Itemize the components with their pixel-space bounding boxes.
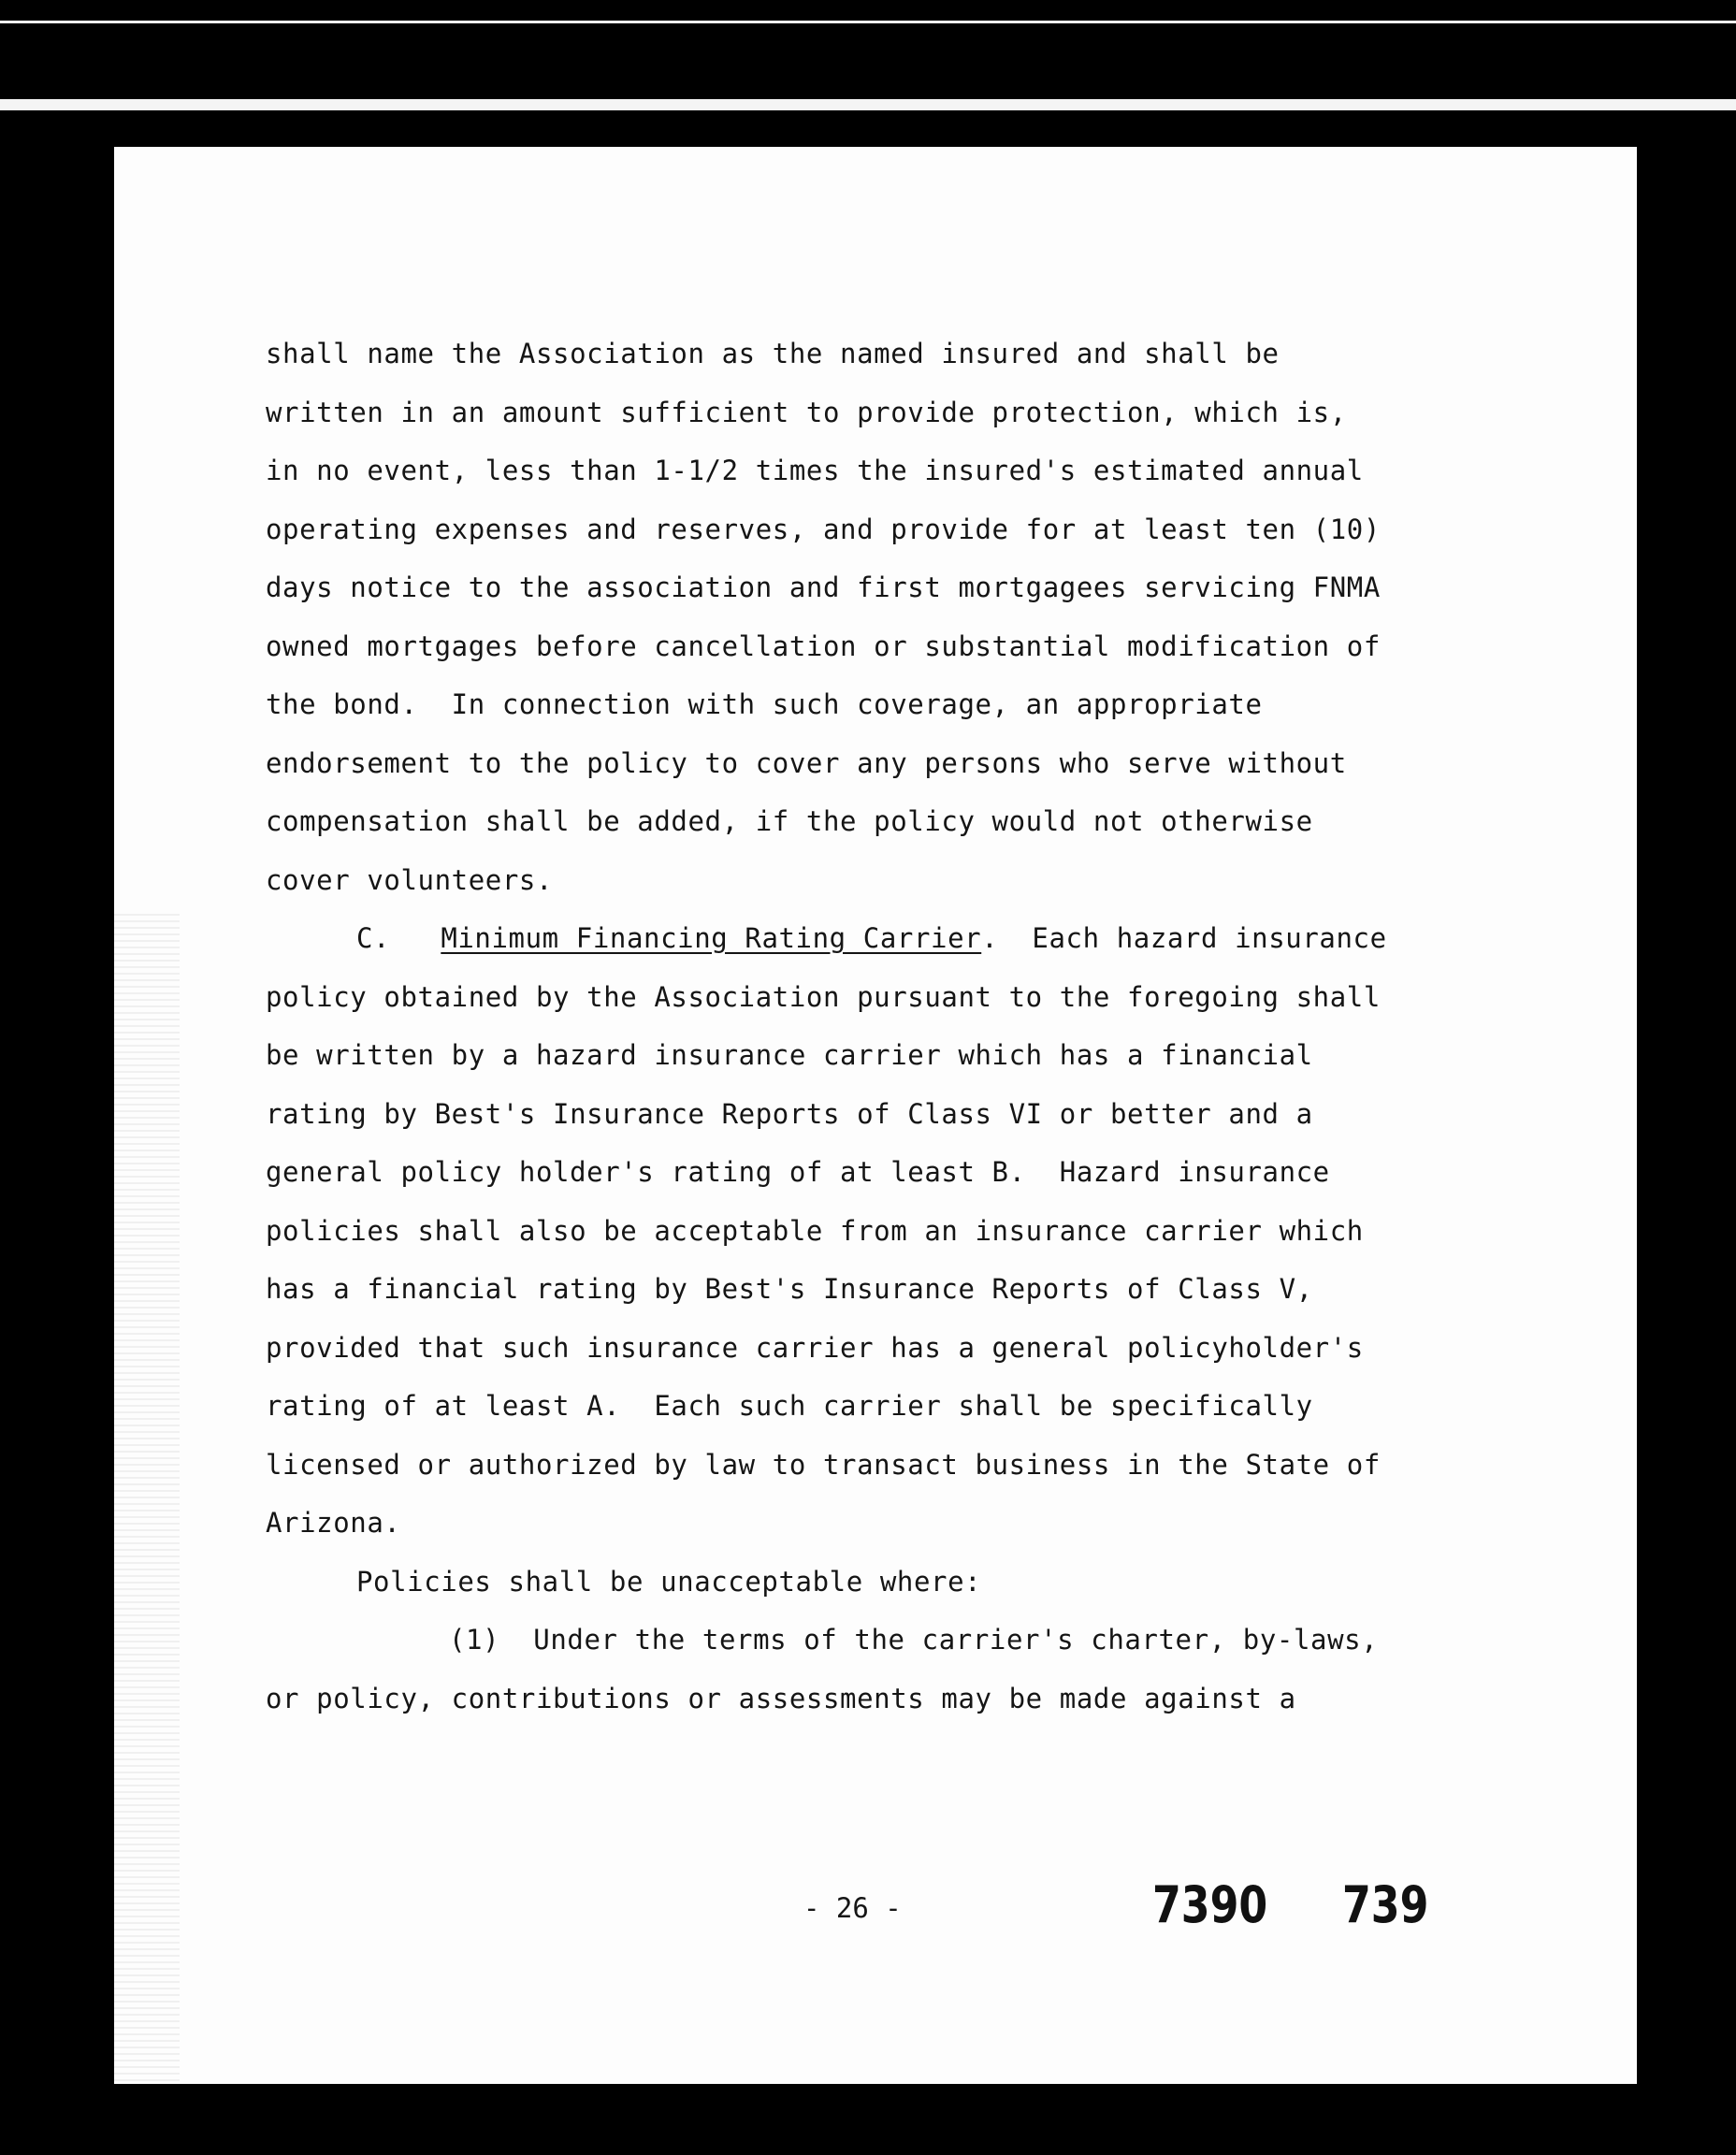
top-scan-border bbox=[0, 99, 1736, 110]
body-line: compensation shall be added, if the policy would not otherwise bbox=[266, 805, 1313, 837]
body-line: endorsement to the policy to cover any persons who serve without bbox=[266, 746, 1347, 779]
section-c-heading-line bbox=[266, 909, 1575, 968]
section-c-line: has a financial rating by Best's Insurance Reports of Class V, bbox=[266, 1273, 1313, 1305]
section-c-line: rating of at least A. Each such carrier shall be specifically bbox=[266, 1390, 1313, 1422]
section-c-line: provided that such insurance carrier has a general policyholder's bbox=[266, 1331, 1364, 1364]
document-stamp-number: 739 bbox=[1342, 1875, 1429, 1934]
body-line: operating expenses and reserves, and provide for at least ten (10) bbox=[266, 513, 1381, 545]
body-line: shall name the Association as the named insured and shall be bbox=[266, 338, 1280, 369]
body-line: written in an amount sufficient to provide protection, which is, bbox=[266, 396, 1347, 428]
top-scan-line bbox=[0, 21, 1736, 23]
body-line: cover volunteers. bbox=[266, 863, 554, 896]
page-number: - 26 - bbox=[803, 1892, 902, 1924]
body-line: owned mortgages before cancellation or substantial modification of bbox=[266, 629, 1381, 662]
section-c-line: policy obtained by the Association pursuant to the foregoing shall bbox=[266, 980, 1381, 1013]
section-c-label: C. bbox=[356, 922, 391, 954]
document-stamp-number: 7390 bbox=[1152, 1875, 1268, 1934]
body-line: days notice to the association and first mortgagees servicing FNMA bbox=[266, 571, 1381, 603]
body-line: in no event, less than 1-1/2 times the insured's estimated annual bbox=[266, 455, 1364, 486]
document-page bbox=[114, 147, 1637, 2084]
scan-noise-edge bbox=[114, 914, 180, 2084]
item-1-continuation: or policy, contributions or assessments may be made against a bbox=[266, 1682, 1296, 1714]
section-c-line: licensed or authorized by law to transact business in the State of bbox=[266, 1448, 1381, 1481]
section-c-line: Arizona. bbox=[266, 1507, 401, 1539]
section-c-heading: Minimum Financing Rating Carrier bbox=[441, 922, 982, 954]
document-body bbox=[266, 325, 1575, 1728]
section-c-line: be written by a hazard insurance carrier which has a financial bbox=[266, 1039, 1313, 1071]
policies-intro: Policies shall be unacceptable where: bbox=[356, 1565, 982, 1598]
item-1-first-line: (1) Under the terms of the carrier's charter, by-laws, bbox=[449, 1624, 1379, 1656]
section-c-line: general policy holder's rating of at least B. Hazard insurance bbox=[266, 1156, 1330, 1188]
section-c-heading-rest: . Each hazard insurance bbox=[981, 922, 1387, 954]
body-line: the bond. In connection with such coverage, an appropriate bbox=[266, 688, 1263, 720]
section-c-line: rating by Best's Insurance Reports of Class VI or better and a bbox=[266, 1097, 1313, 1130]
section-c-line: policies shall also be acceptable from an insurance carrier which bbox=[266, 1214, 1364, 1247]
